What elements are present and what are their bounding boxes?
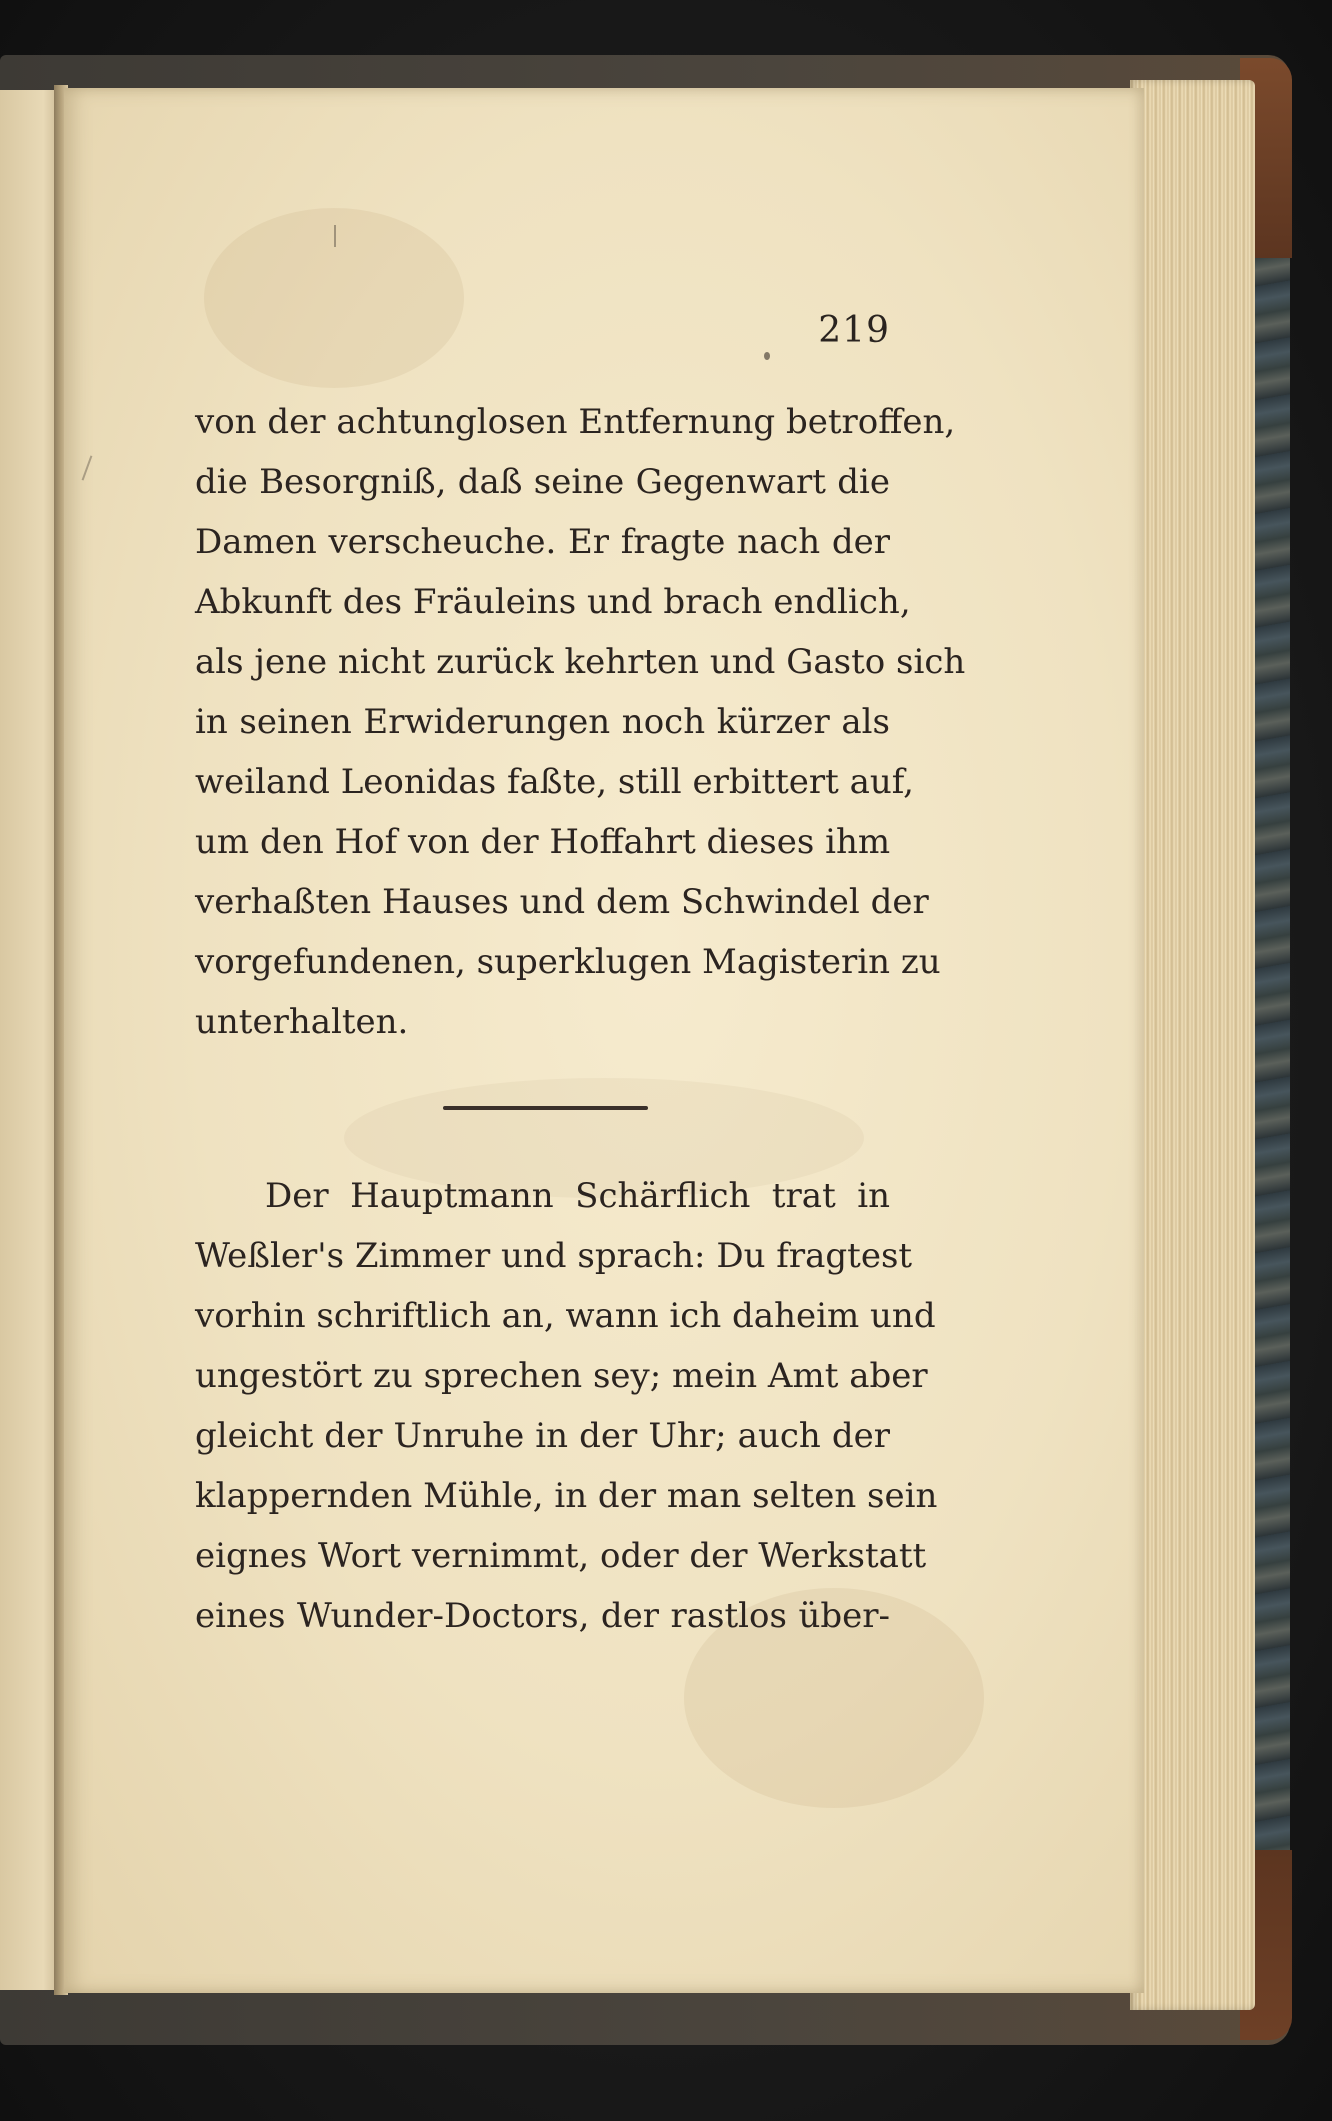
text-line: eignes Wort vernimmt, oder der Werkstatt: [195, 1536, 927, 1576]
page-edges: [1130, 80, 1255, 2010]
text-line: die Besorgniß, daß seine Gegenwart die: [195, 462, 890, 502]
text-line: Abkunft des Fräuleins und brach endlich,: [195, 582, 911, 622]
text-line: in seinen Erwiderungen noch kürzer als: [195, 702, 890, 742]
text-line: eines Wunder-Doctors, der rastlos über-: [195, 1596, 890, 1636]
text-line: von der achtunglosen Entfernung betroffen,: [195, 402, 956, 442]
paper-mark: [764, 352, 770, 360]
page-number: 219: [818, 310, 890, 351]
text-line: klappernden Mühle, in der man selten sein: [195, 1476, 938, 1516]
text-line: unterhalten.: [195, 1002, 409, 1042]
left-facing-page: [0, 90, 62, 1990]
text-line: gleicht der Unruhe in der Uhr; auch der: [195, 1416, 890, 1456]
text-line: weiland Leonidas faßte, still erbittert auf,: [195, 762, 914, 802]
text-line: Damen verscheuche. Er fragte nach der: [195, 522, 890, 562]
paper-mark: [334, 225, 336, 247]
section-divider: [443, 1106, 648, 1110]
text-line: vorgefundenen, superklugen Magisterin zu: [195, 942, 941, 982]
text-line: als jene nicht zurück kehrten und Gasto sich: [195, 642, 966, 682]
marbled-cover-edge: [1250, 60, 1290, 2035]
text-line: Der Hauptmann Schärflich trat in: [265, 1176, 890, 1216]
text-line: ungestört zu sprechen sey; mein Amt aber: [195, 1356, 928, 1396]
text-line: Weßler's Zimmer und sprach: Du fragtest: [195, 1236, 913, 1276]
text-line: um den Hof von der Hoffahrt dieses ihm: [195, 822, 891, 862]
text-line: verhaßten Hauses und dem Schwindel der: [195, 882, 929, 922]
text-line: vorhin schriftlich an, wann ich daheim und: [195, 1296, 936, 1336]
